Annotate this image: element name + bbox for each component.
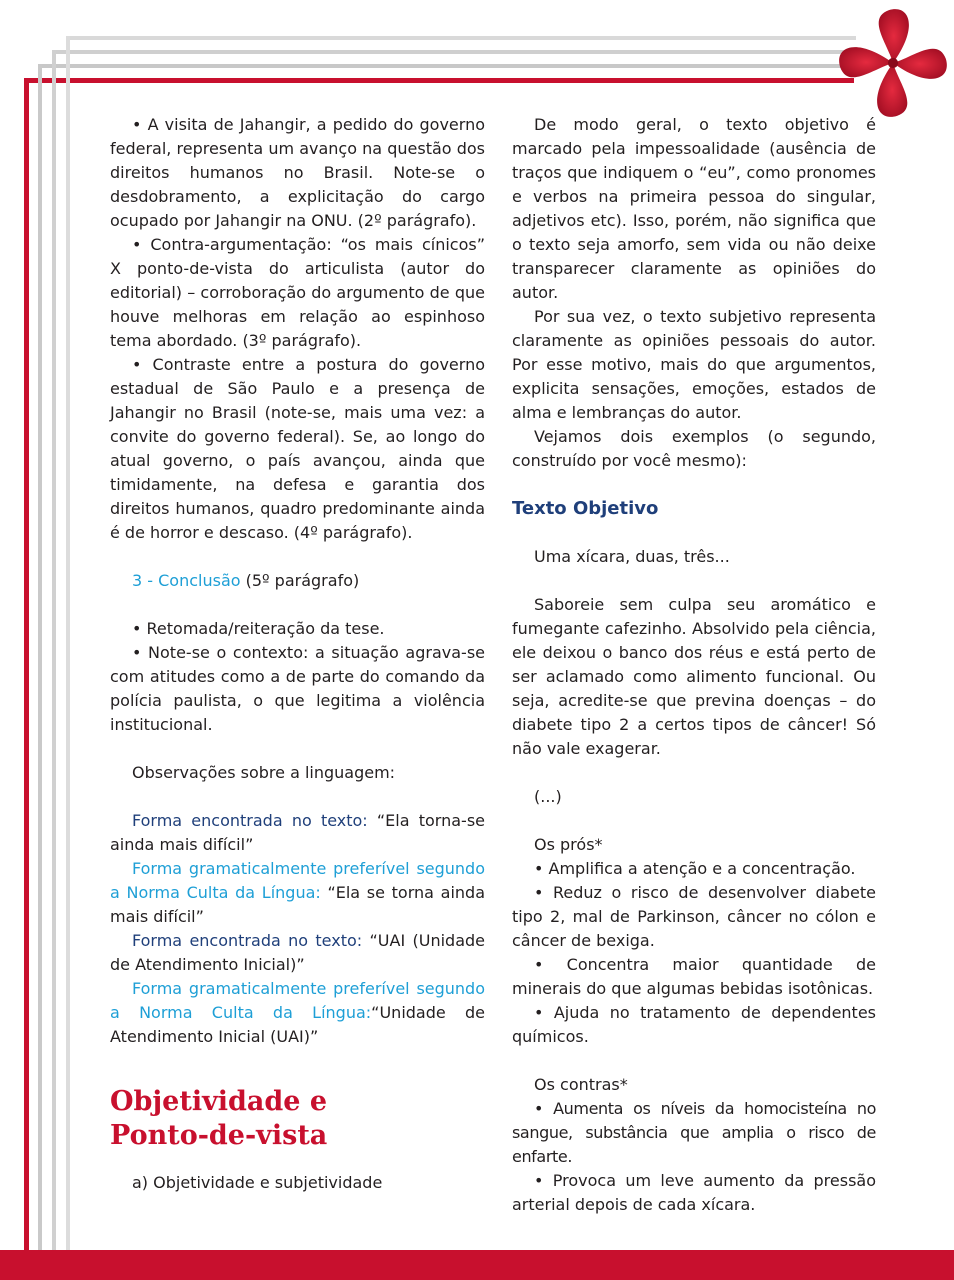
observation-4 bbox=[110, 977, 485, 1049]
observation-4-text: “Unidade de Atendimento Inicial (UAI)” bbox=[110, 1003, 485, 1046]
frame-gray-line-left-1 bbox=[66, 36, 70, 1251]
observation-3 bbox=[110, 929, 485, 977]
pro-item: • Reduz o risco de desenvolver diabete tipo 2, mal de Parkinson, câncer no cólon e câncer de bexiga. bbox=[512, 883, 876, 950]
red-four-petal-flower-icon bbox=[832, 2, 954, 124]
con-item: • Provoca um leve aumento da pressão arterial depois de cada xícara. bbox=[512, 1171, 876, 1214]
frame-red-line-top bbox=[24, 78, 854, 83]
observation-4-label: Forma gramaticalmente preferível segundo a Norma Culta da Língua: bbox=[110, 979, 485, 1022]
footer-red-bar bbox=[0, 1250, 954, 1280]
observations-title: Observações sobre a linguagem: bbox=[132, 763, 396, 782]
pro-item: • Concentra maior quantidade de minerais do que algumas bebidas isotônicas. bbox=[512, 955, 876, 998]
frame-red-line-left bbox=[24, 78, 29, 1250]
observation-1-text: “Ela torna-se ainda mais difícil” bbox=[110, 811, 485, 854]
pro-item: • Ajuda no tratamento de dependentes químicos. bbox=[512, 1003, 876, 1046]
bullet-thesis: • Retomada/reiteração da tese. bbox=[132, 619, 385, 638]
conclusion-paragraph-ref: (5º parágrafo) bbox=[240, 571, 360, 590]
observation-3-text: “UAI (Unidade de Atendimento Inicial)” bbox=[110, 931, 485, 974]
observation-2 bbox=[110, 857, 485, 929]
section-heading-line-1: Objetividade e bbox=[110, 1086, 328, 1117]
con-item: • Aumenta os níveis da homocisteína no sangue, substância que amplia o risco de enfarte. bbox=[512, 1099, 876, 1166]
cons-title: Os contras* bbox=[534, 1075, 628, 1094]
ellipsis-line: (...) bbox=[534, 787, 562, 806]
line-cups: Uma xícara, duas, três... bbox=[534, 547, 730, 566]
frame-gray-line-top-2 bbox=[52, 50, 852, 54]
frame-gray-line-top-3 bbox=[38, 64, 848, 68]
observation-2-text: “Ela se torna ainda mais difícil” bbox=[110, 883, 485, 926]
observation-1-label: Forma encontrada no texto: bbox=[132, 811, 368, 830]
heading-texto-objetivo: Texto Objetivo bbox=[512, 498, 659, 519]
observation-1 bbox=[110, 809, 485, 857]
frame-gray-line-top-1 bbox=[66, 36, 856, 40]
bullet-visit: • A visita de Jahangir, a pedido do governo federal, representa um avanço na questão dos direitos humanos no Brasil. Note-se o desdobramento, a explicitação do cargo ocupado por Jahangir na ONU. (2º parágrafo). bbox=[110, 115, 485, 230]
subsection-a: a) Objetividade e subjetividade bbox=[132, 1173, 383, 1192]
bullet-context: • Note-se o contexto: a situação agrava-se com atitudes como a de parte do comando da polícia paulista, o que legitima a violência institucional. bbox=[110, 643, 485, 734]
pros-title: Os prós* bbox=[534, 835, 603, 854]
frame-gray-line-left-2 bbox=[52, 50, 56, 1250]
frame-gray-line-left-3 bbox=[38, 64, 42, 1250]
observation-3-label: Forma encontrada no texto: bbox=[132, 931, 363, 950]
right-column bbox=[512, 113, 876, 1217]
observation-2-label: Forma gramaticalmente preferível segundo a Norma Culta da Língua: bbox=[110, 859, 485, 902]
paragraph-subjective-text: Por sua vez, o texto subjetivo representa claramente as opiniões pessoais do autor. Por esse motivo, mais do que argumentos, explicita sensações, emoções, estados de alma e lembranças do autor. bbox=[512, 307, 876, 422]
conclusion-line bbox=[110, 569, 485, 593]
left-column bbox=[110, 113, 485, 1195]
paragraph-coffee: Saboreie sem culpa seu aromático e fumegante cafezinho. Absolvido pela ciência, ele deixou o banco dos réus e está perto de ser aclamado como alimento funcional. Ou seja, acredite-se que previna doenças – do diabete tipo 2 a certos tipos de câncer! Só não vale exagerar. bbox=[512, 595, 876, 758]
bullet-contrast: • Contraste entre a postura do governo estadual de São Paulo e a presença de Jahangir no Brasil (note-se, mais uma vez: a convite do governo federal). Se, ao longo do atual governo, o país avançou, ainda que timidamente, na defesa e garantia dos direitos humanos, quadro predominante ainda é de horror e descaso. (4º parágrafo). bbox=[110, 355, 485, 542]
paragraph-examples-intro: Vejamos dois exemplos (o segundo, construído por você mesmo): bbox=[512, 427, 876, 470]
conclusion-label: 3 - Conclusão bbox=[132, 571, 241, 590]
pro-item: • Amplifica a atenção e a concentração. bbox=[534, 859, 856, 878]
bullet-counter-argument: • Contra-argumentação: “os mais cínicos” X ponto-de-vista do articulista (autor do editorial) – corroboração do argumento de que houve melhoras em relação ao espinhoso tema abordado. (3º parágrafo). bbox=[110, 235, 485, 350]
paragraph-objective-text: De modo geral, o texto objetivo é marcado pela impessoalidade (ausência de traços que indiquem o “eu”, como pronomes e verbos na primeira pessoa do singular, adjetivos etc). Isso, porém, não significa que o texto seja amorfo, sem vida ou não deixe transparecer claramente as opiniões do autor. bbox=[512, 115, 876, 302]
section-heading-line-2: Ponto-de-vista bbox=[110, 1120, 328, 1151]
